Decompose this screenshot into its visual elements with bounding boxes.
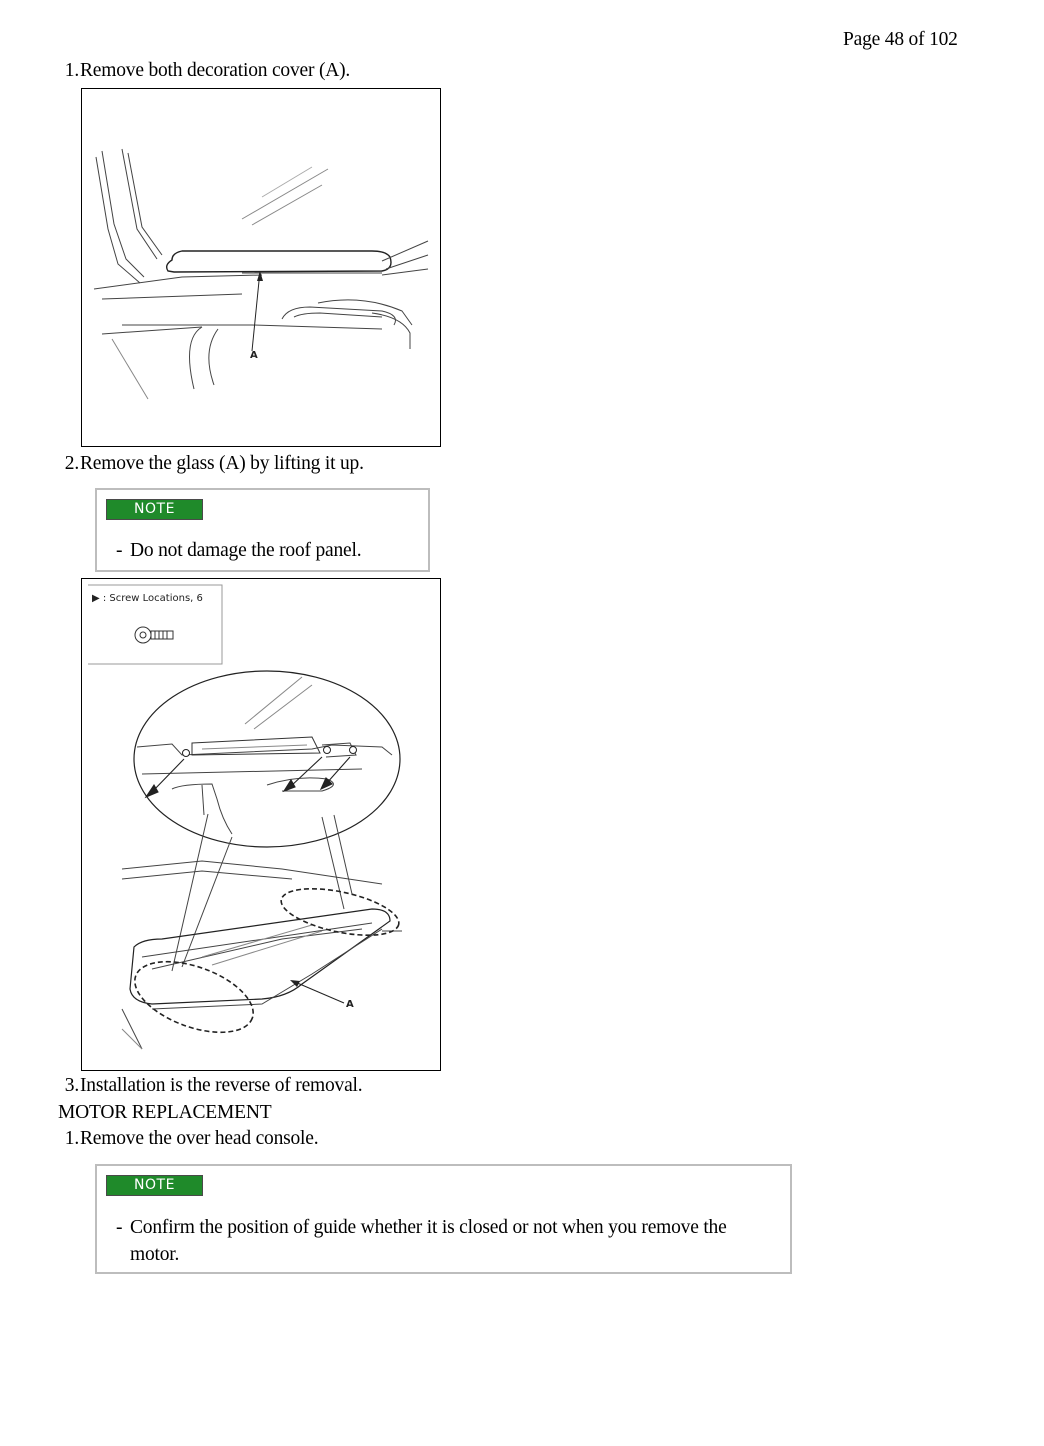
note-text: Do not damage the roof panel. [130, 540, 362, 561]
step-text: Remove both decoration cover (A). [80, 60, 351, 81]
note-dash: - [116, 540, 123, 561]
figure1-label-a: A [250, 350, 258, 361]
glass-removal-figure [81, 578, 441, 1071]
screw-legend-text: ▶ : Screw Locations, 6 [92, 593, 203, 604]
note-badge: NOTE [106, 499, 203, 520]
step-1-remove-decoration-cover [59, 59, 350, 83]
note-text: Confirm the position of guide whether it is closed or not when you remove the motor. [130, 1217, 727, 1265]
note-badge: NOTE [106, 1175, 203, 1196]
screw-legend [88, 585, 222, 664]
screw-icon [135, 627, 173, 643]
decoration-cover-illustration [82, 89, 440, 446]
step-text: Remove the over head console. [80, 1128, 319, 1149]
step-text: Installation is the reverse of removal. [80, 1075, 363, 1096]
note-item [116, 1214, 766, 1268]
step-2-remove-glass [59, 452, 364, 476]
step-1-remove-console [59, 1127, 318, 1151]
note-item [116, 537, 416, 564]
note-dash: - [116, 1217, 123, 1238]
section-title-motor-replacement: MOTOR REPLACEMENT [58, 1102, 272, 1123]
step-number: 1. [64, 1128, 79, 1149]
step-3-installation [59, 1074, 362, 1098]
step-number: 1. [64, 60, 79, 81]
note-box-guide-position [95, 1164, 792, 1274]
page-number: Page 48 of 102 [843, 29, 958, 50]
step-number: 3. [64, 1075, 79, 1096]
step-text: Remove the glass (A) by lifting it up. [80, 453, 364, 474]
glass-removal-illustration [82, 579, 440, 1070]
note-box-roof-panel [95, 488, 430, 572]
decoration-cover-figure [81, 88, 441, 447]
figure2-label-a: A [346, 999, 354, 1010]
step-number: 2. [64, 453, 79, 474]
